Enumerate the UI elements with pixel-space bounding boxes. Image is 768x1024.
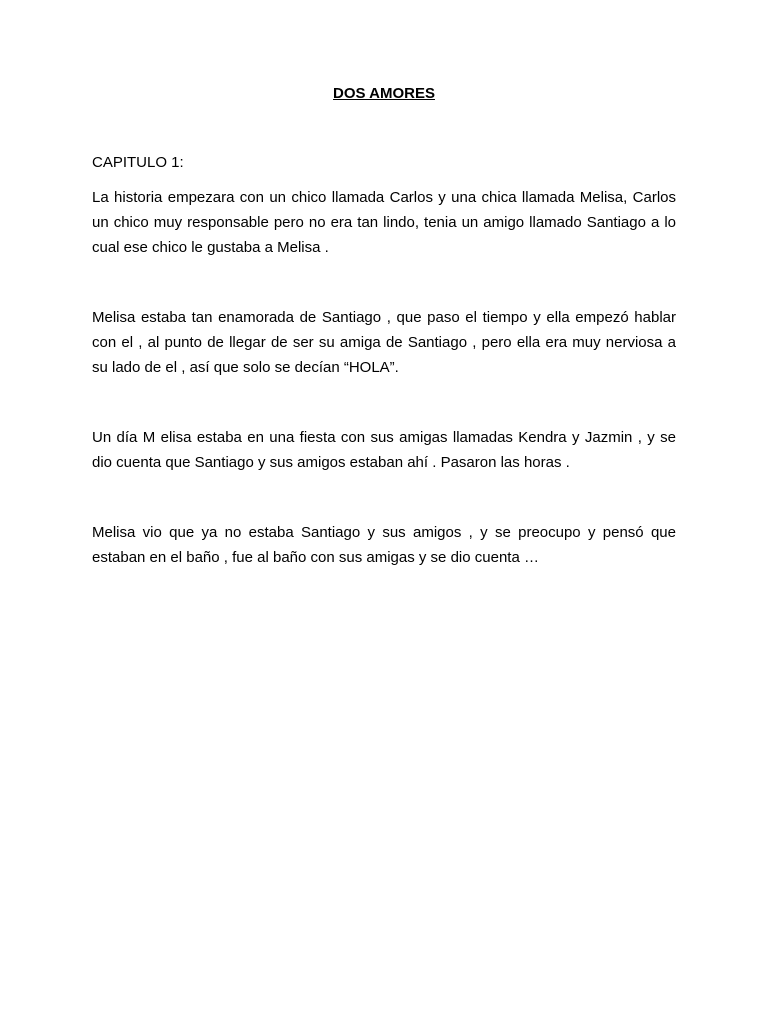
paragraph-3: Un día M elisa estaba en una fiesta con sus amigas llamadas Kendra y Jazmin , y se dio cuenta que Santiago y sus amigos estaban ahí . Pasaron las horas .	[92, 429, 676, 471]
chapter-heading: CAPITULO 1:	[92, 154, 184, 171]
paragraph-4: Melisa vio que ya no estaba Santiago y sus amigos , y se preocupo y pensó que estaban en el baño , fue al baño con sus amigas y se dio cuenta …	[92, 524, 676, 566]
document-title: DOS AMORES	[333, 85, 435, 102]
paragraph-2: Melisa estaba tan enamorada de Santiago , que paso el tiempo y ella empezó hablar con el , al punto de llegar de ser su amiga de Santiago , pero ella era muy nerviosa a su lado de el , así que solo se decían “HOLA”.	[92, 309, 676, 376]
paragraph-1: La historia empezara con un chico llamada Carlos y una chica llamada Melisa, Carlos un chico muy responsable pero no era tan lindo, tenia un amigo llamado Santiago a lo cual ese chico le gustaba a Melisa .	[92, 189, 676, 256]
